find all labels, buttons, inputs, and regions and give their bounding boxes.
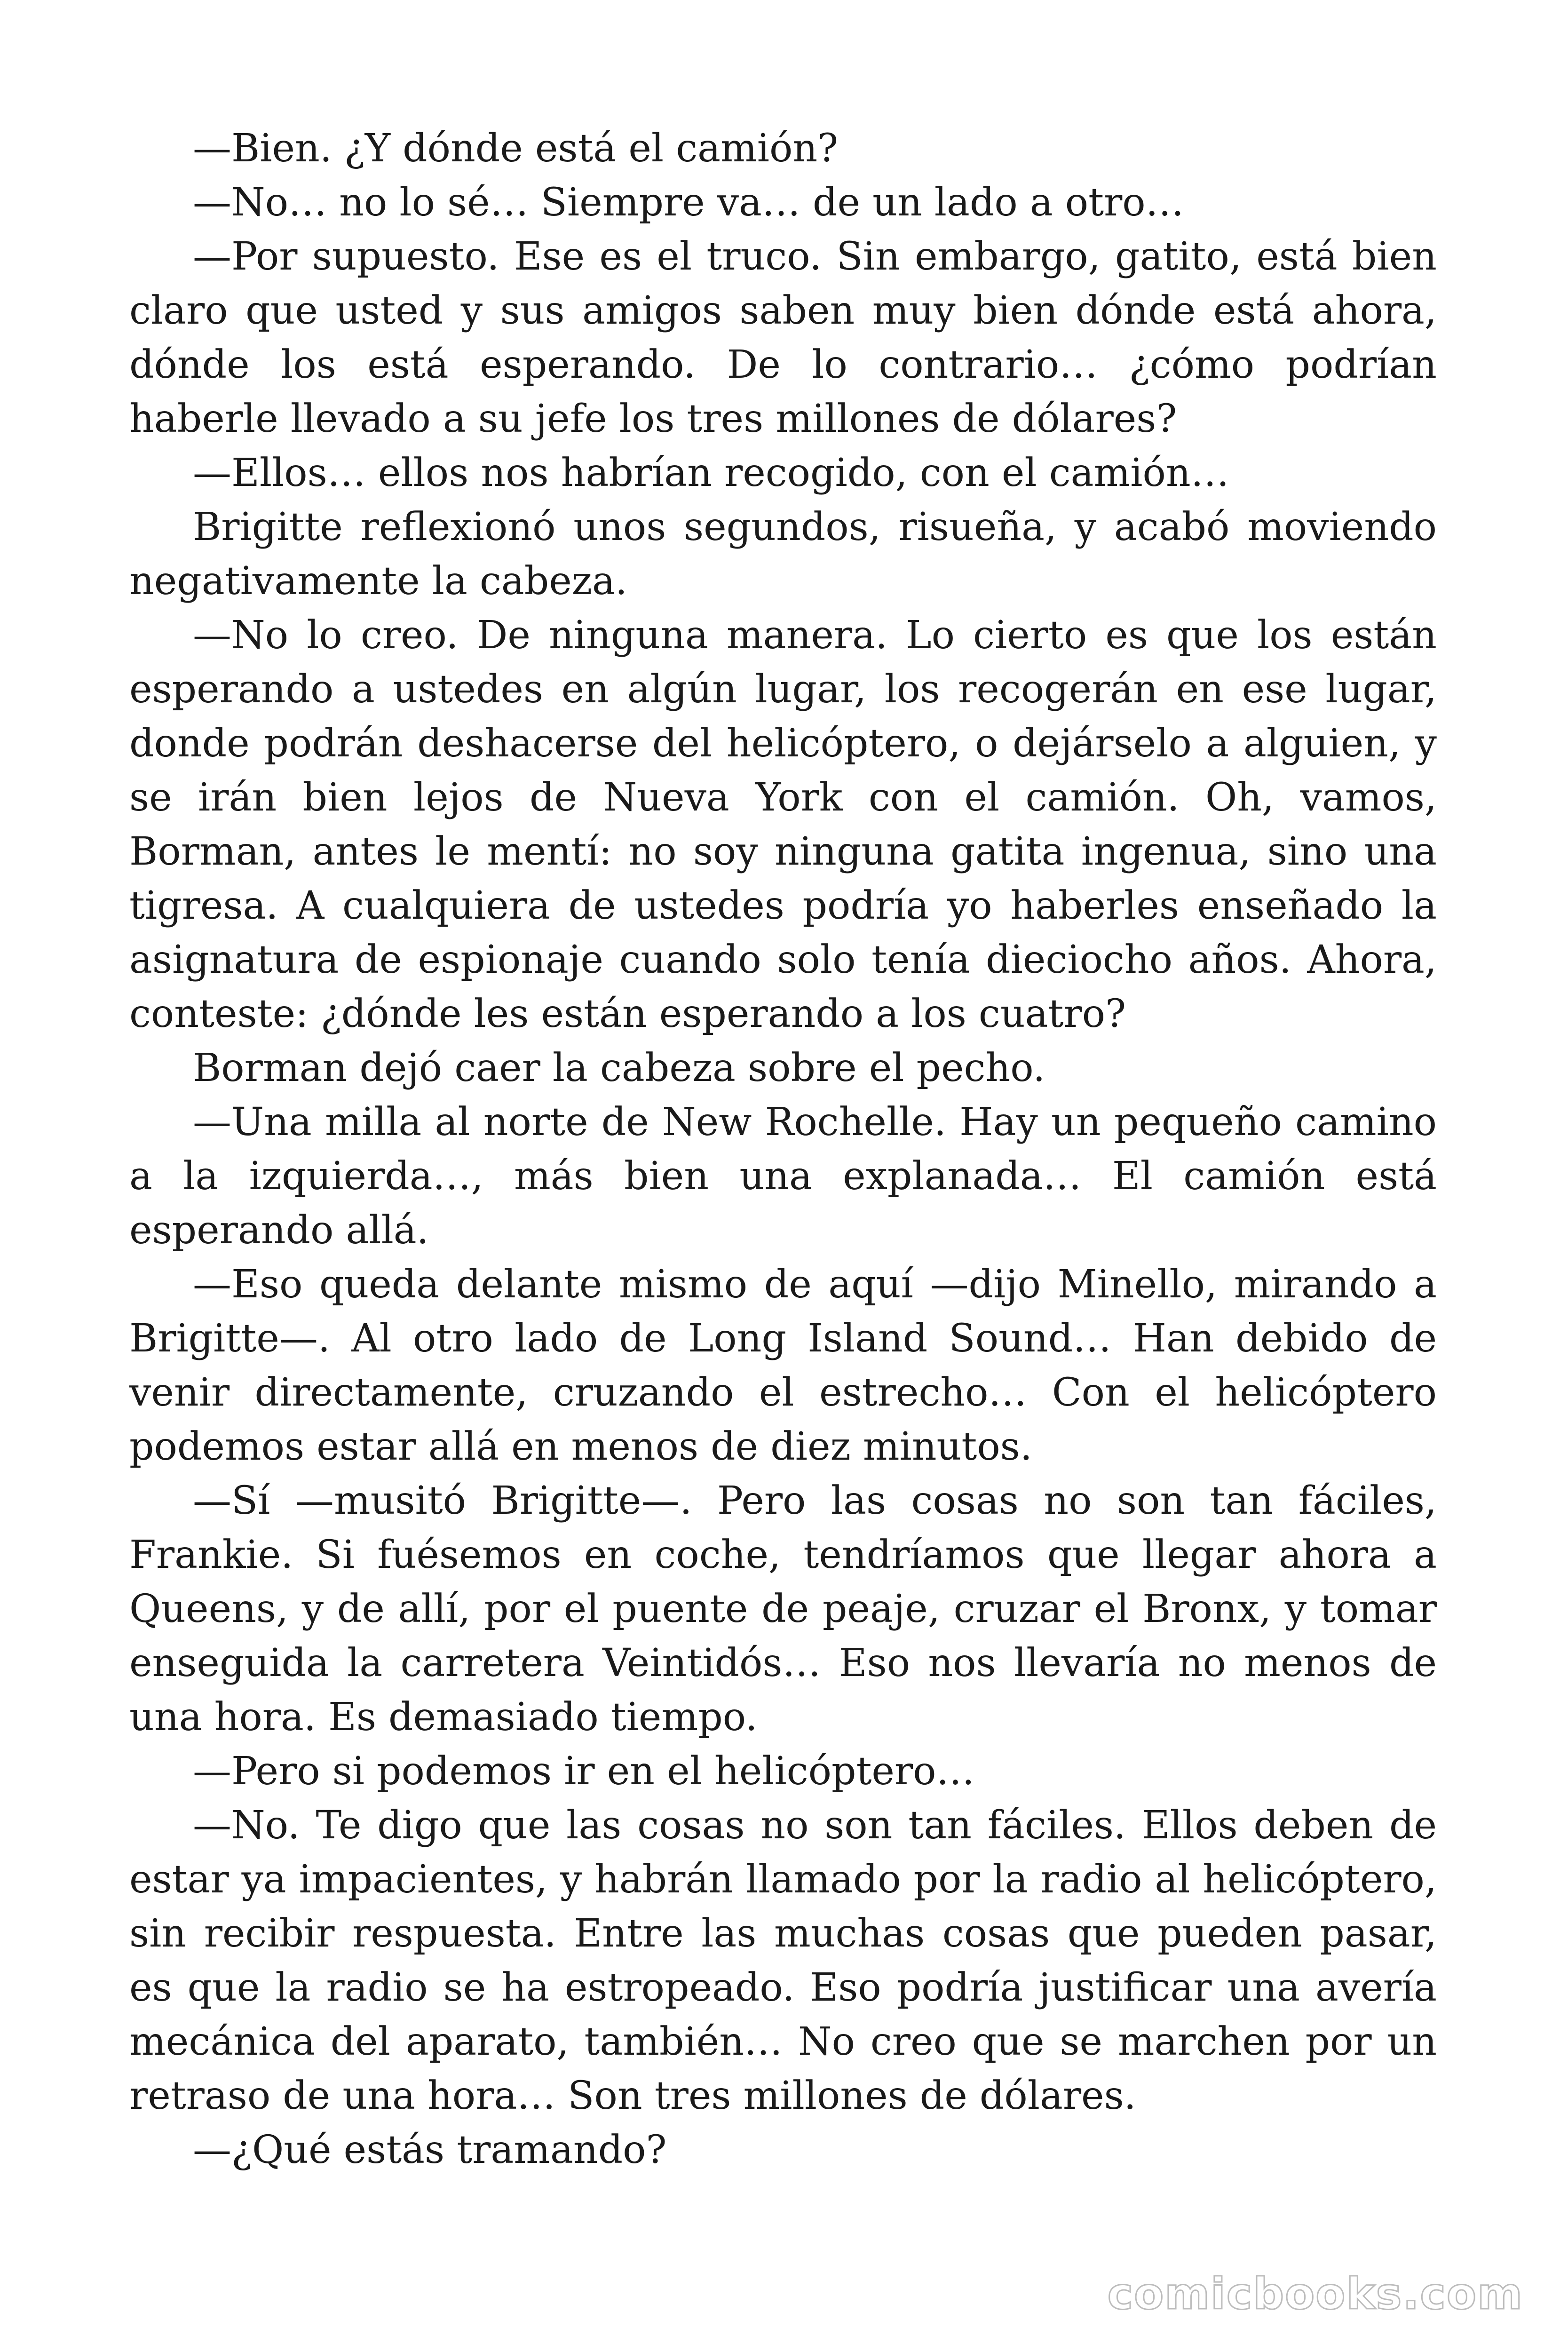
paragraph: Brigitte reflexionó unos segundos, risueña, y acabó moviendo negativamente la cabeza. <box>129 505 1437 604</box>
paragraph: —Ellos… ellos nos habrían recogido, con el camión… <box>193 451 1229 495</box>
paragraph: —Sí —musitó Brigitte—. Pero las cosas no son tan fáciles, Frankie. Si fuésemos en coche, tendríamos que llegar ahora a Queens, y de allí, por el puente de peaje, cruzar el Bronx, y tomar enseguida la carretera Veintidós… Eso nos llevaría no menos de una hora. Es demasiado tiempo. <box>129 1478 1437 1740</box>
paragraph: —¿Qué estás tramando? <box>193 2128 667 2172</box>
paragraph: —Una milla al norte de New Rochelle. Hay un pequeño camino a la izquierda…, más bien una explanada… El camión está esperando allá. <box>129 1100 1437 1253</box>
watermark-text: comicbooks.com <box>1107 2269 1523 2319</box>
paragraph: Borman dejó caer la cabeza sobre el pecho. <box>193 1046 1045 1090</box>
paragraph: —Eso queda delante mismo de aquí —dijo Minello, mirando a Brigitte—. Al otro lado de Long Island Sound… Han debido de venir directamente, cruzando el estrecho… Con el helicóptero podemos estar allá en menos de diez minutos. <box>129 1262 1437 1469</box>
body-text <box>129 121 1437 2177</box>
paragraph: —No lo creo. De ninguna manera. Lo cierto es que los están esperando a ustedes en algún lugar, los recogerán en ese lugar, donde podrán deshacerse del helicóptero, o dejárselo a alguien, y se irán bien lejos de Nueva York con el camión. Oh, vamos, Borman, antes le mentí: no soy ninguna gatita ingenua, sino una tigresa. A cualquiera de ustedes podría yo haberles enseñado la asignatura de espionaje cuando solo tenía dieciocho años. Ahora, conteste: ¿dónde les están esperando a los cuatro? <box>129 613 1437 1036</box>
paragraph: —No… no lo sé… Siempre va… de un lado a otro… <box>193 180 1184 225</box>
paragraph: —Pero si podemos ir en el helicóptero… <box>193 1749 975 1794</box>
paragraph: —No. Te digo que las cosas no son tan fáciles. Ellos deben de estar ya impacientes, y habrán llamado por la radio al helicóptero, sin recibir respuesta. Entre las muchas cosas que pueden pasar, es que la radio se ha estropeado. Eso podría justificar una avería mecánica del aparato, también… No creo que se marchen por un retraso de una hora… Son tres millones de dólares. <box>129 1803 1437 2118</box>
paragraph: —Bien. ¿Y dónde está el camión? <box>193 126 839 171</box>
paragraph: —Por supuesto. Ese es el truco. Sin embargo, gatito, está bien claro que usted y sus amigos saben muy bien dónde está ahora, dónde los está esperando. De lo contrario… ¿cómo podrían haberle llevado a su jefe los tres millones de dólares? <box>129 234 1437 441</box>
